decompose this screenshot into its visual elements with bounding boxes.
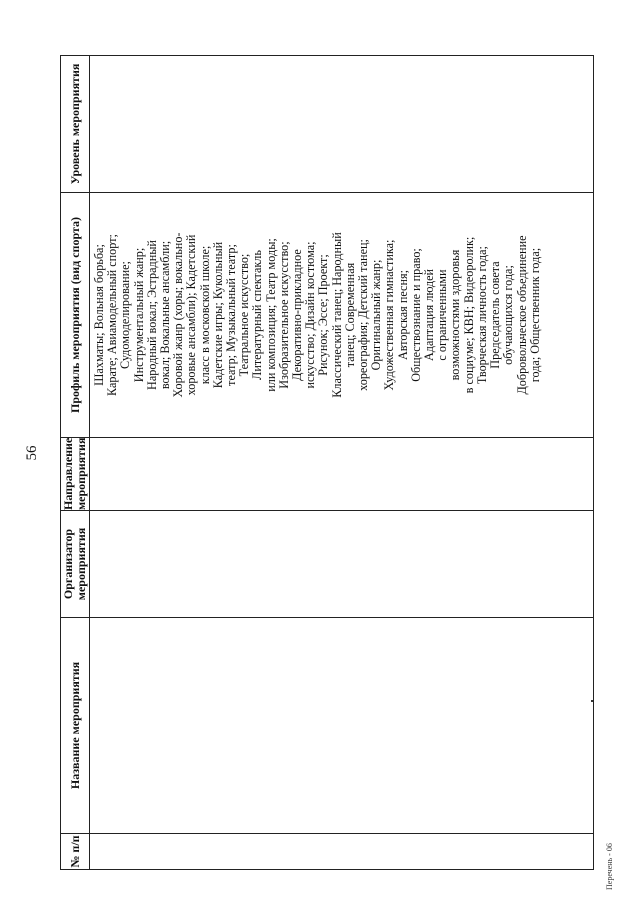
profile-line: Авторская песня; — [395, 270, 410, 360]
profile-line: Театральное искусство; — [237, 253, 252, 377]
profile-line: Рисунок; Эссе; Проект; — [316, 254, 331, 376]
page-number: 56 — [23, 445, 40, 461]
profile-line: Классический танец; Народный — [329, 232, 344, 398]
profile-line: Художественная гимнастика; — [382, 239, 397, 391]
table-row — [90, 56, 594, 870]
header-profile: Профиль мероприятия (вид спорта) — [61, 193, 90, 438]
table-header-row — [61, 56, 90, 870]
cell-direction — [90, 438, 594, 511]
profile-line: Председатель совета — [488, 261, 503, 369]
profile-line: Инструментальный жанр; — [131, 247, 146, 383]
cell-profile — [90, 193, 594, 438]
events-table — [60, 55, 594, 870]
profile-line: Хоровой жанр (хоры; вокально- — [171, 232, 186, 398]
cell-event-name — [90, 618, 594, 834]
profile-line: Шахматы; Вольная борьба; — [92, 244, 106, 386]
profile-line: хоровые ансамбли); Кадетский — [184, 234, 199, 396]
header-number: № п/п — [61, 834, 90, 870]
profile-line: возможностями здоровья — [448, 249, 463, 381]
profile-line: Оригинальный жанр; — [369, 259, 384, 371]
header-direction: Направление мероприятия — [61, 437, 88, 510]
profile-line: обучающихся года; — [501, 265, 516, 365]
profile-line: или композиция; Театр моды; — [263, 238, 278, 392]
profile-line: танец; Современная — [342, 262, 357, 368]
profile-line: Судомоделирование; — [118, 261, 133, 369]
cell-number — [90, 834, 594, 870]
profile-line: Карате; Авиамодельный спорт; — [105, 234, 120, 396]
profile-line: Обществознание и право; — [408, 248, 423, 382]
header-organizer: Организатор мероприятия — [61, 511, 90, 618]
profile-line: искусство; Дизайн костюма; — [303, 241, 318, 389]
profile-line: Изобразительное искусство; — [276, 241, 291, 389]
header-level: Уровень мероприятия — [61, 56, 90, 193]
profile-line: Литературный спектакль — [250, 250, 265, 380]
scan-speck — [591, 700, 593, 702]
profile-line: хореография; Детский танец; — [356, 239, 371, 391]
profile-line: Декоративно-прикладное — [290, 249, 305, 381]
profile-line: вокал; Вокальные ансамбли; — [158, 240, 173, 390]
profile-line: года; Общественник года; — [527, 247, 542, 383]
cell-organizer — [90, 511, 594, 618]
header-event-name: Название мероприятия — [61, 618, 90, 834]
profile-line: театр; Музыкальный театр; — [224, 244, 239, 386]
cell-level — [90, 56, 594, 193]
profile-line: Адаптация людей — [422, 268, 437, 362]
profile-line: Кадетские игры; Кукольный — [210, 241, 225, 389]
profile-line: в социуме; КВН; Видеоролик; — [461, 236, 476, 394]
profile-line: Добровольческое объединение — [514, 235, 529, 395]
profile-line: Творческая личность года; — [474, 246, 489, 384]
profile-line: класс в московской школе; — [197, 245, 212, 385]
footer-label: Перечень - 06 — [605, 843, 614, 890]
profile-line: Народный вокал; Эстрадный — [144, 240, 159, 390]
profile-text — [90, 193, 542, 437]
profile-line: с ограниченными — [435, 269, 450, 361]
